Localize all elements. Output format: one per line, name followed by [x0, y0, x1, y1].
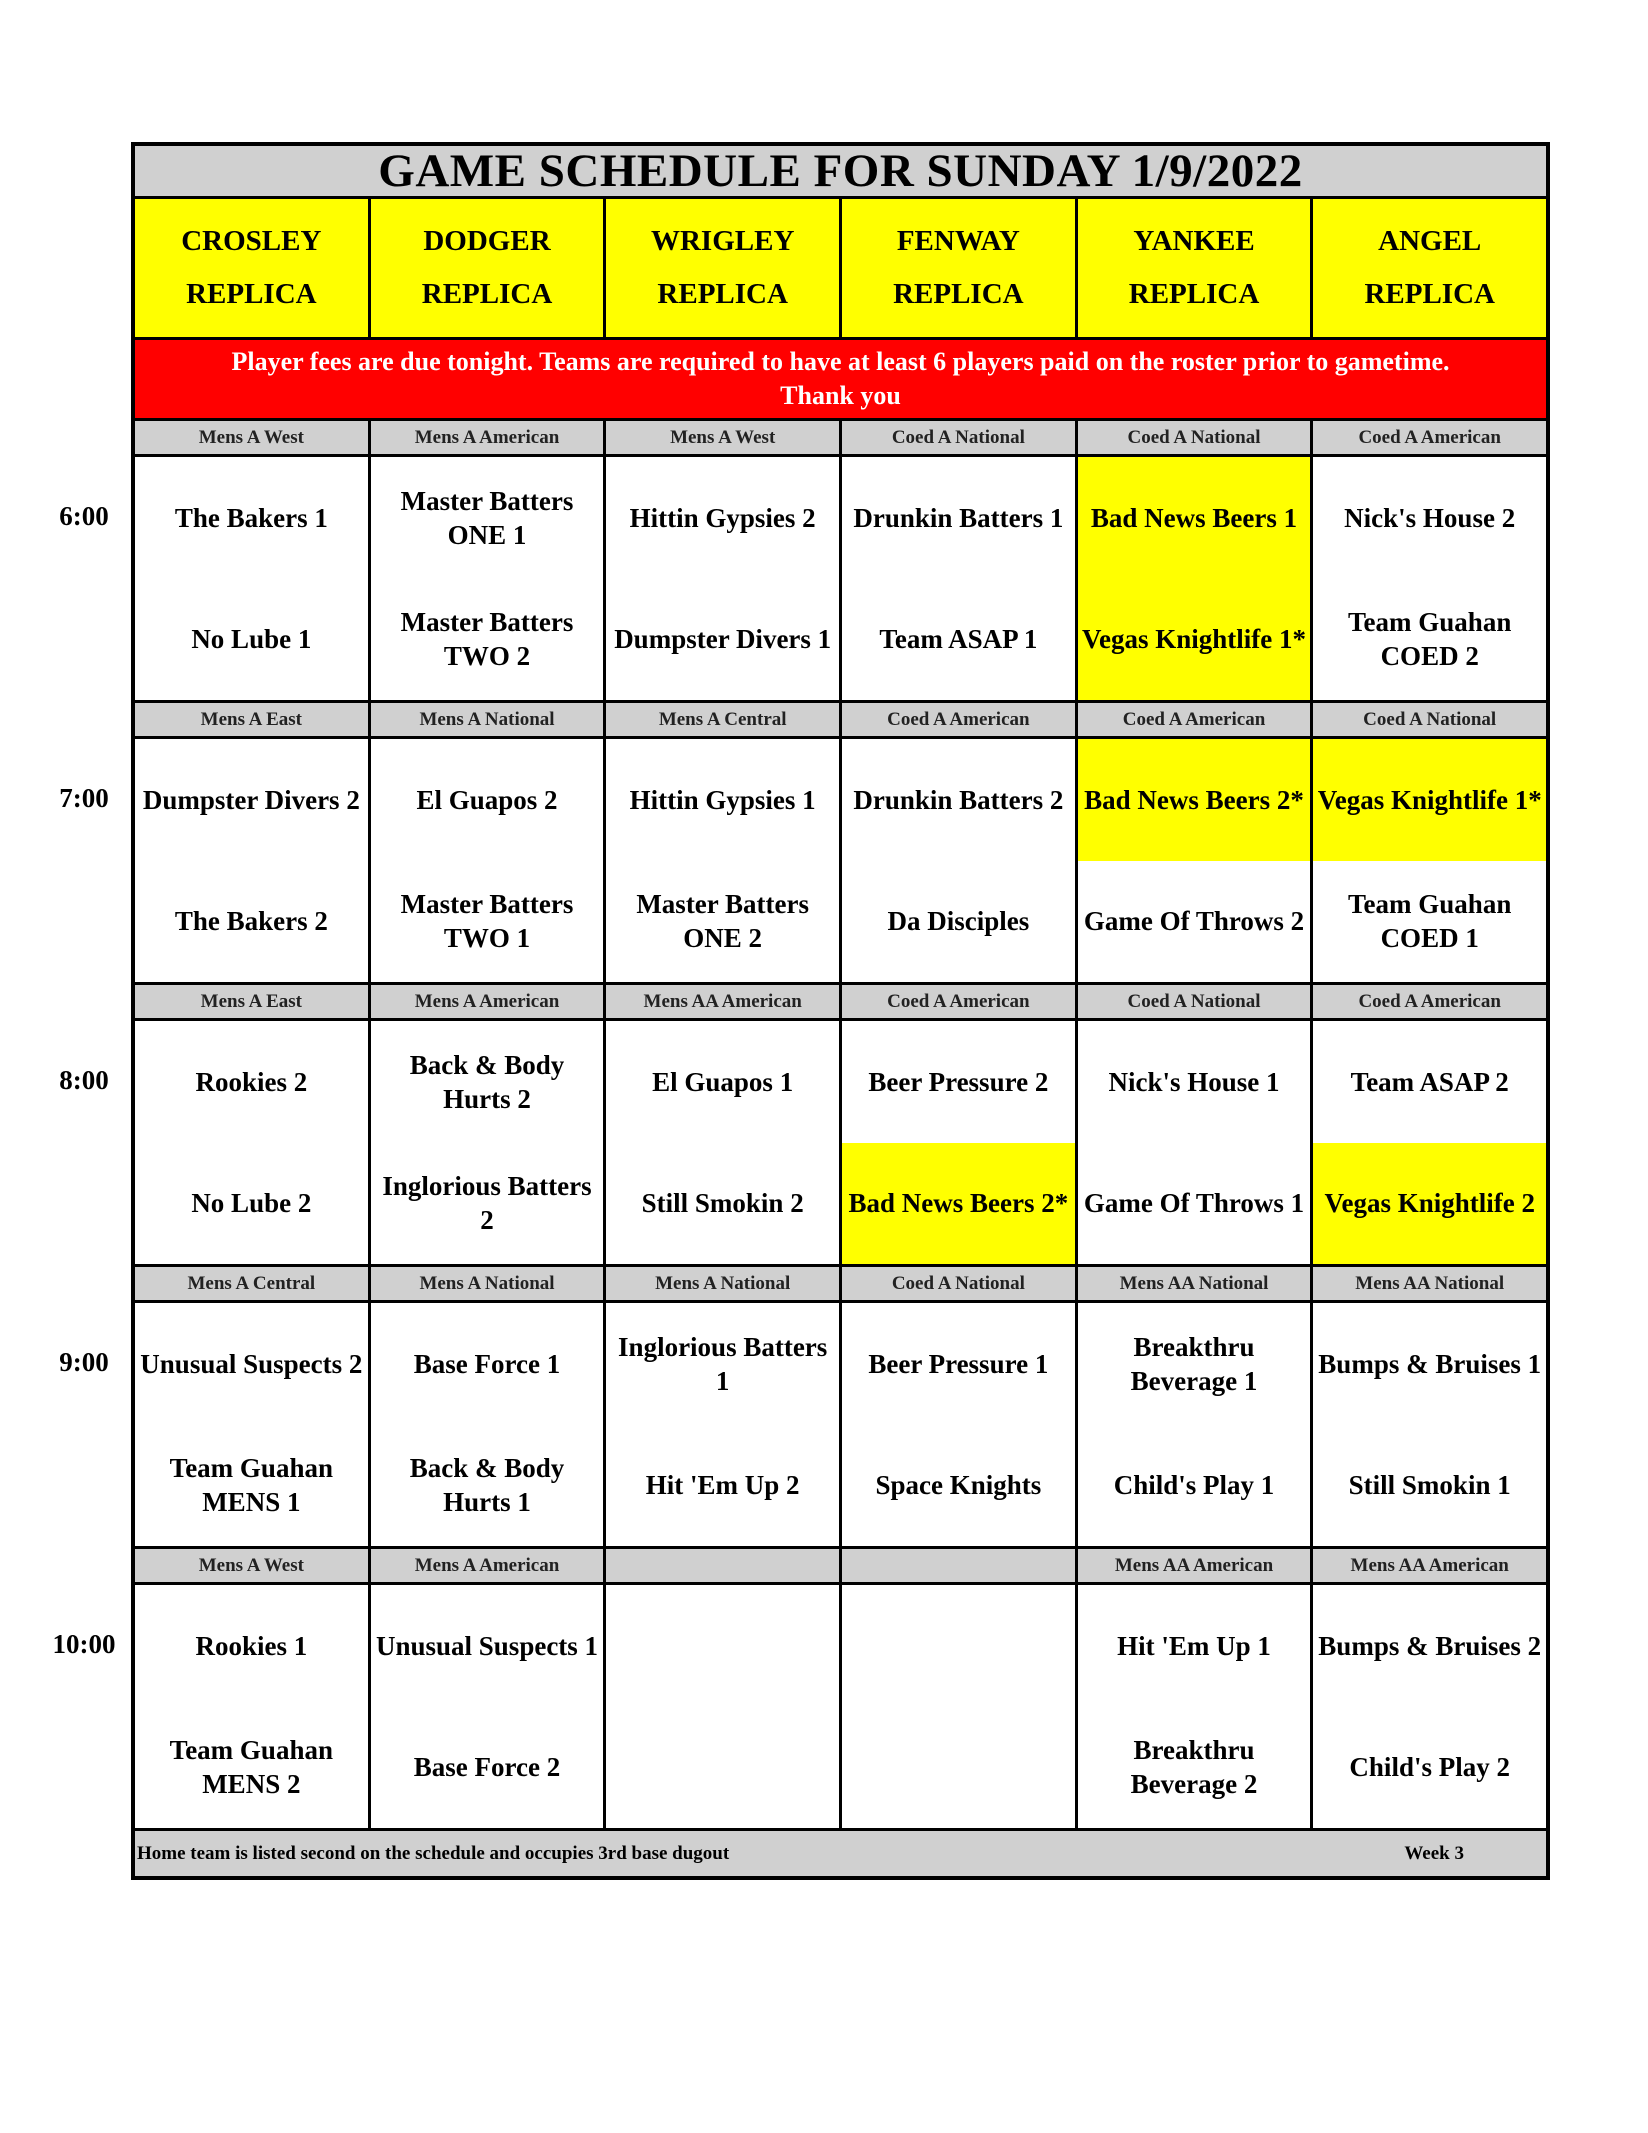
game-cell: [371, 457, 607, 700]
time-label: 8:00: [59, 1064, 109, 1095]
away-team: Unusual Suspects 1: [375, 1630, 599, 1661]
away-team: Bad News Beers 1: [1078, 457, 1311, 579]
week-label: Week 3: [1404, 1842, 1464, 1864]
schedule-sheet: [131, 142, 1550, 1880]
game-cell: [1313, 457, 1546, 700]
game-cell: [135, 457, 371, 700]
away-team: Base Force 1: [413, 1348, 561, 1379]
home-team: Game Of Throws 2: [1083, 906, 1305, 937]
game-cell: [842, 1303, 1078, 1546]
division-row: [135, 421, 1546, 457]
games-row: [135, 739, 1546, 982]
time-slot-block: [135, 985, 1546, 1267]
division-label: Coed A American: [1078, 703, 1314, 736]
time-slot-block: [135, 421, 1546, 703]
home-team: Bad News Beers 2*: [842, 1143, 1075, 1265]
game-cell: [1313, 739, 1546, 982]
division-label: Mens A National: [371, 1267, 607, 1300]
away-team: Master Batters ONE 1: [400, 485, 574, 550]
division-label: Mens A West: [135, 421, 371, 454]
field-subtitle: REPLICA: [421, 278, 553, 310]
home-team: Inglorious Batters 2: [382, 1171, 592, 1236]
game-cell: [1313, 1021, 1546, 1264]
field-name: DODGER: [423, 225, 551, 257]
field-subtitle: REPLICA: [893, 278, 1024, 310]
away-team: Rookies 1: [195, 1630, 308, 1661]
field-subtitle: REPLICA: [186, 278, 317, 310]
home-team: Back & Body Hurts 1: [409, 1453, 565, 1518]
home-team: Breakthru Beverage 2: [1130, 1735, 1258, 1800]
home-team: No Lube 1: [191, 624, 312, 655]
field-header-crosley: [135, 199, 371, 337]
home-team: Vegas Knightlife 2: [1313, 1143, 1546, 1265]
games-row: [135, 1585, 1546, 1828]
game-cell: [371, 739, 607, 982]
division-label: Coed A American: [1358, 990, 1501, 1012]
away-team: Drunkin Batters 1: [853, 502, 1064, 533]
division-row: [135, 985, 1546, 1021]
field-header-yankee: [1078, 199, 1314, 337]
home-team: Team Guahan MENS 2: [169, 1735, 333, 1800]
away-team: Inglorious Batters 1: [618, 1331, 828, 1396]
time-label: 6:00: [59, 500, 109, 531]
game-cell: [1313, 1303, 1546, 1546]
field-header-dodger: [371, 199, 607, 337]
home-team: Vegas Knightlife 1*: [1078, 579, 1311, 701]
away-team: [842, 1585, 1075, 1707]
games-row: [135, 1303, 1546, 1546]
division-label: Coed A National: [1363, 708, 1497, 730]
away-team: Beer Pressure 1: [868, 1348, 1049, 1379]
home-team: Da Disciples: [887, 906, 1030, 937]
division-label: Coed A National: [842, 421, 1078, 454]
time-slot-block: [135, 1549, 1546, 1831]
division-label: [842, 1549, 1078, 1582]
away-team: Nick's House 2: [1344, 502, 1516, 533]
division-label: Coed A American: [1358, 426, 1501, 448]
division-label: Coed A American: [842, 703, 1078, 736]
home-team: Still Smokin 2: [641, 1188, 804, 1219]
home-team: Dumpster Divers 1: [614, 624, 832, 655]
home-team: [606, 1707, 839, 1829]
division-label: Mens AA National: [1355, 1272, 1505, 1294]
division-label: Coed A National: [842, 1267, 1078, 1300]
game-cell: [1078, 457, 1314, 700]
away-team: Bad News Beers 2*: [1078, 739, 1311, 861]
home-team: Child's Play 1: [1113, 1470, 1275, 1501]
away-team: Bumps & Bruises 2: [1318, 1630, 1542, 1661]
game-cell: [1313, 1585, 1546, 1828]
division-label: Mens A American: [371, 985, 607, 1018]
home-team: Still Smokin 1: [1348, 1470, 1511, 1501]
division-row: [135, 703, 1546, 739]
division-label: Mens A American: [371, 1549, 607, 1582]
field-name: YANKEE: [1133, 225, 1255, 257]
home-team: Master Batters TWO 2: [400, 607, 574, 672]
division-label: Mens AA American: [1078, 1549, 1314, 1582]
time-slot-block: [135, 1267, 1546, 1549]
home-team: Team Guahan COED 1: [1348, 889, 1512, 954]
away-team: El Guapos 2: [416, 784, 558, 815]
away-team: Rookies 2: [195, 1066, 308, 1097]
home-team: Space Knights: [875, 1470, 1042, 1501]
game-cell: [1078, 739, 1314, 982]
division-label: Coed A National: [1078, 421, 1314, 454]
fee-notice: [135, 340, 1546, 421]
away-team: Beer Pressure 2: [868, 1066, 1049, 1097]
game-cell: [842, 739, 1078, 982]
game-cell: [135, 1585, 371, 1828]
away-team: [606, 1585, 839, 1707]
away-team: Nick's House 1: [1108, 1066, 1280, 1097]
division-label: Mens A American: [371, 421, 607, 454]
games-row: [135, 457, 1546, 700]
time-slot-block: [135, 703, 1546, 985]
game-cell: [606, 739, 842, 982]
home-team: [842, 1707, 1075, 1829]
home-team: Team Guahan MENS 1: [169, 1453, 333, 1518]
game-cell: [1078, 1585, 1314, 1828]
game-cell: [842, 457, 1078, 700]
away-team: Dumpster Divers 2: [142, 784, 360, 815]
home-team: Child's Play 2: [1349, 1752, 1510, 1783]
away-team: Breakthru Beverage 1: [1130, 1331, 1258, 1396]
home-team: Team Guahan COED 2: [1348, 607, 1512, 672]
away-team: Team ASAP 2: [1350, 1066, 1509, 1097]
field-subtitle: REPLICA: [657, 278, 788, 310]
division-row: [135, 1267, 1546, 1303]
field-name: CROSLEY: [181, 225, 322, 257]
division-label: Coed A American: [842, 985, 1078, 1018]
away-team: The Bakers 1: [174, 502, 328, 533]
game-cell: [135, 1021, 371, 1264]
away-team: Vegas Knightlife 1*: [1313, 739, 1546, 861]
field-header-row: [135, 199, 1546, 340]
field-name: WRIGLEY: [650, 225, 795, 257]
division-label: Mens AA American: [1350, 1554, 1509, 1576]
away-team: Bumps & Bruises 1: [1318, 1348, 1542, 1379]
home-team: Team ASAP 1: [879, 624, 1038, 655]
game-cell: [135, 739, 371, 982]
game-cell: [1078, 1021, 1314, 1264]
time-label: 7:00: [59, 782, 109, 813]
away-team: Hittin Gypsies 1: [629, 784, 816, 815]
division-label: Mens A West: [606, 421, 842, 454]
game-cell: [606, 1303, 842, 1546]
division-row: [135, 1549, 1546, 1585]
game-cell: [371, 1585, 607, 1828]
home-team: Base Force 2: [413, 1752, 561, 1783]
field-name: ANGEL: [1378, 225, 1482, 257]
division-label: Mens A Central: [606, 703, 842, 736]
schedule-footer: [135, 1831, 1546, 1876]
time-slots: [135, 421, 1546, 1831]
game-cell: [606, 1585, 842, 1828]
field-header-wrigley: [606, 199, 842, 337]
game-cell: [371, 1303, 607, 1546]
fee-notice-line2: Thank you: [780, 381, 901, 410]
division-label: Mens AA National: [1078, 1267, 1314, 1300]
away-team: Drunkin Batters 2: [853, 784, 1064, 815]
division-label: Coed A National: [1078, 985, 1314, 1018]
home-team: Game Of Throws 1: [1083, 1188, 1305, 1219]
division-label: Mens A National: [371, 703, 607, 736]
games-row: [135, 1021, 1546, 1264]
game-cell: [1078, 1303, 1314, 1546]
game-cell: [135, 1303, 371, 1546]
division-label: Mens A East: [135, 985, 371, 1018]
away-team: Hit 'Em Up 1: [1117, 1630, 1271, 1661]
fee-notice-line1: Player fees are due tonight. Teams are required to have at least 6 players paid on the roster prior to gametime.: [231, 347, 1450, 376]
home-team: Master Batters ONE 2: [636, 889, 810, 954]
game-cell: [606, 1021, 842, 1264]
away-team: Unusual Suspects 2: [140, 1348, 363, 1379]
field-subtitle: REPLICA: [1128, 278, 1260, 310]
home-team: No Lube 2: [191, 1188, 312, 1219]
time-label: 10:00: [52, 1628, 116, 1659]
division-label: Mens A Central: [135, 1267, 371, 1300]
division-label: Mens AA American: [606, 985, 842, 1018]
footer-note: Home team is listed second on the schedule and occupies 3rd base dugout: [137, 1842, 730, 1864]
game-cell: [606, 457, 842, 700]
division-label: Mens A National: [606, 1267, 842, 1300]
division-label: [606, 1549, 842, 1582]
game-cell: [842, 1585, 1078, 1828]
division-label: Mens A West: [135, 1549, 371, 1582]
field-subtitle: REPLICA: [1364, 278, 1495, 310]
game-cell: [371, 1021, 607, 1264]
home-team: The Bakers 2: [174, 906, 328, 937]
home-team: Hit 'Em Up 2: [645, 1470, 800, 1501]
field-header-angel: [1313, 199, 1546, 337]
game-cell: [842, 1021, 1078, 1264]
away-team: El Guapos 1: [652, 1066, 794, 1097]
field-header-fenway: [842, 199, 1078, 337]
home-team: Master Batters TWO 1: [400, 889, 574, 954]
away-team: Hittin Gypsies 2: [629, 502, 816, 533]
division-label: Mens A East: [135, 703, 371, 736]
schedule-title: GAME SCHEDULE FOR SUNDAY 1/9/2022: [135, 146, 1546, 199]
away-team: Back & Body Hurts 2: [409, 1049, 565, 1114]
field-name: FENWAY: [896, 225, 1020, 257]
time-label: 9:00: [59, 1346, 109, 1377]
